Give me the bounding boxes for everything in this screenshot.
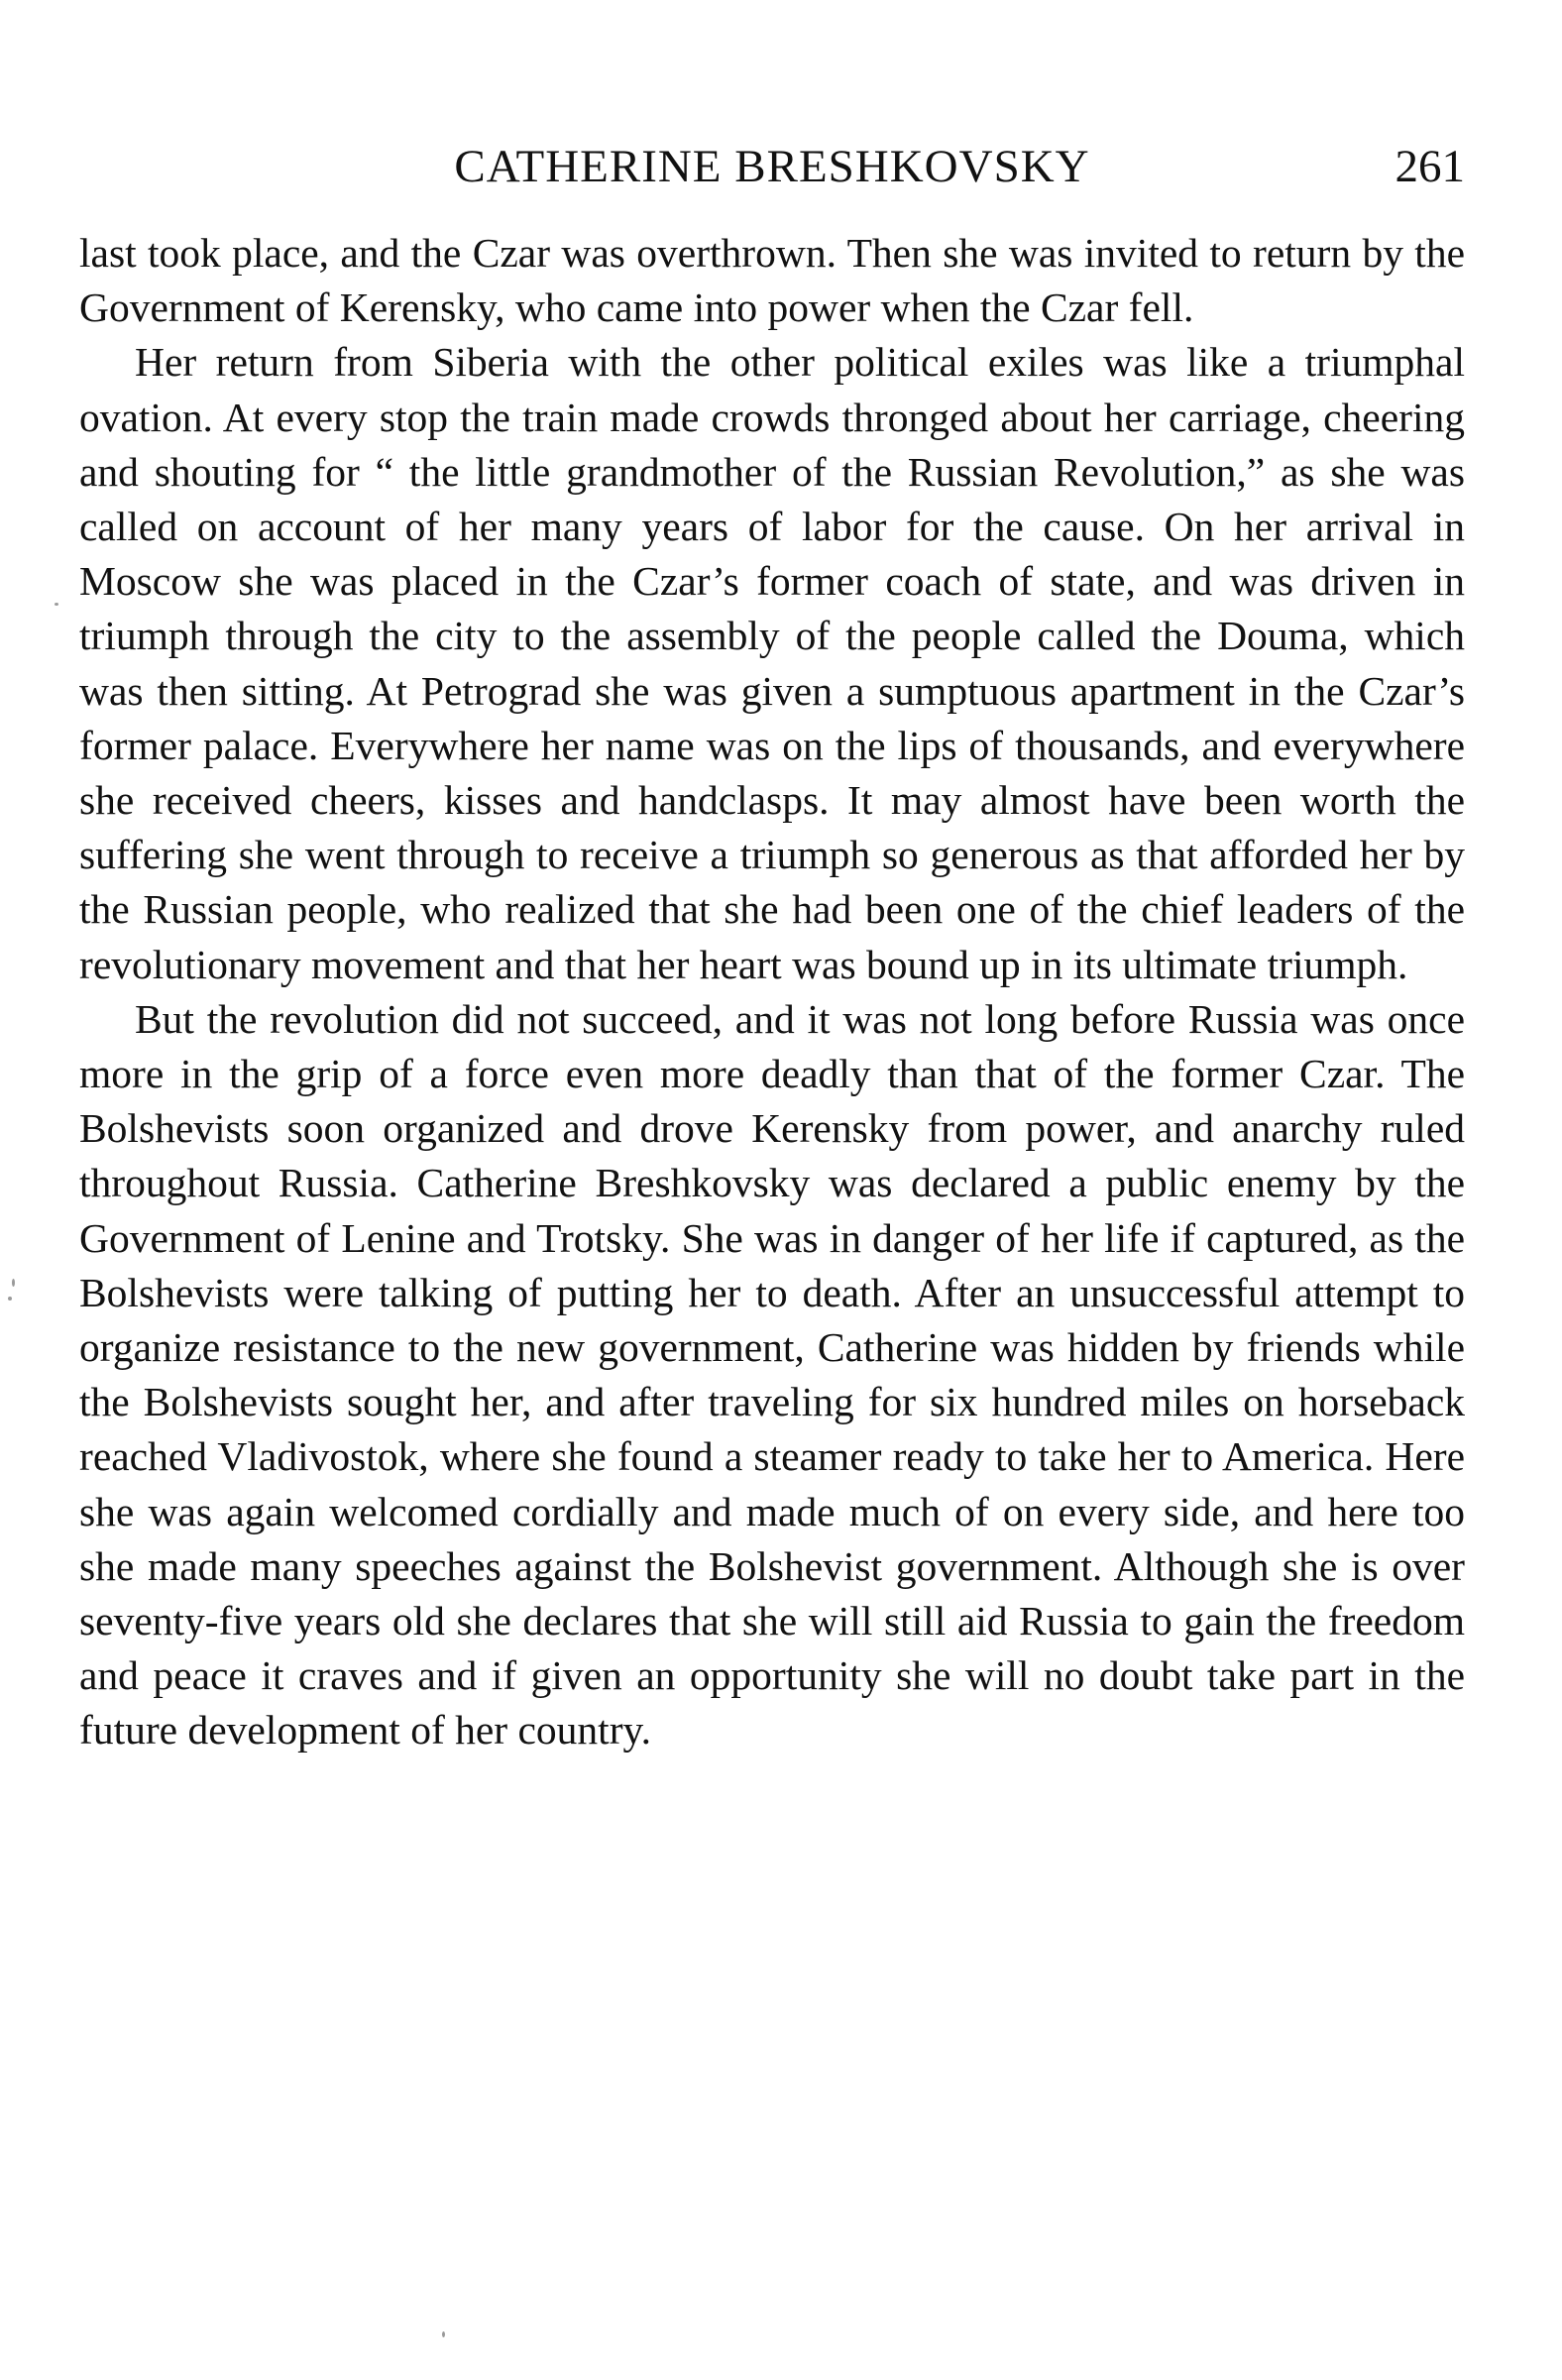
page-number: 261 bbox=[1395, 141, 1465, 192]
print-speck bbox=[442, 2331, 445, 2337]
body-text bbox=[79, 226, 1465, 1758]
paragraph-return-from-siberia: Her return from Siberia with the other political exiles was like a triumphal ovation. At every stop the train made crowds thronged about her carriage, cheering and shouting for “ the little grandmother of the Russian Revolution,” as she was called on account of her many years of labor for the cause. On her arrival in Moscow she was placed in the Czar’s former coach of state, and was driven in triumph through the city to the assembly of the people called the Douma, which was then sitting. At Petrograd she was given a sumptuous apartment in the Czar’s former palace. Everywhere her name was on the lips of thousands, and everywhere she received cheers, kisses and handclasps. It may almost have been worth the suffering she went through to receive a triumph so generous as that afforded her by the Russian people, who realized that she had been one of the chief leaders of the revolutionary movement and that her heart was bound up in its ultimate triumph. bbox=[79, 339, 1465, 987]
paragraph-continuation: last took place, and the Czar was overthrown. Then she was invited to return by the Government of Kerensky, who came into power when the Czar fell. bbox=[79, 230, 1465, 331]
print-speck bbox=[12, 1279, 15, 1287]
paragraph-revolution-failed: But the revolution did not succeed, and it was not long before Russia was once more in the grip of a force even more deadly than that of the former Czar. The Bolshevists soon organized and drove Kerensky from power, and anarchy ruled throughout Russia. Catherine Breshkovsky was declared a public enemy by the Government of Lenine and Trotsky. She was in danger of her life if captured, as the Bolshevists were talking of putting her to death. After an unsuccessful attempt to organize resistance to the new government, Catherine was hidden by friends while the Bolshevists sought her, and after traveling for six hundred miles on horseback reached Vladivostok, where she found a steamer ready to take her to America. Here she was again welcomed cordially and made much of on every side, and here too she made many speeches against the Bolshevist government. Although she is over seventy-five years old she declares that she will still aid Russia to gain the freedom and peace it craves and if given an opportunity she will no doubt take part in the future development of her country. bbox=[79, 995, 1465, 1754]
running-title: CATHERINE BRESHKOVSKY bbox=[454, 141, 1090, 192]
print-speck bbox=[55, 603, 58, 606]
running-header bbox=[79, 137, 1465, 196]
print-speck bbox=[8, 1297, 12, 1301]
